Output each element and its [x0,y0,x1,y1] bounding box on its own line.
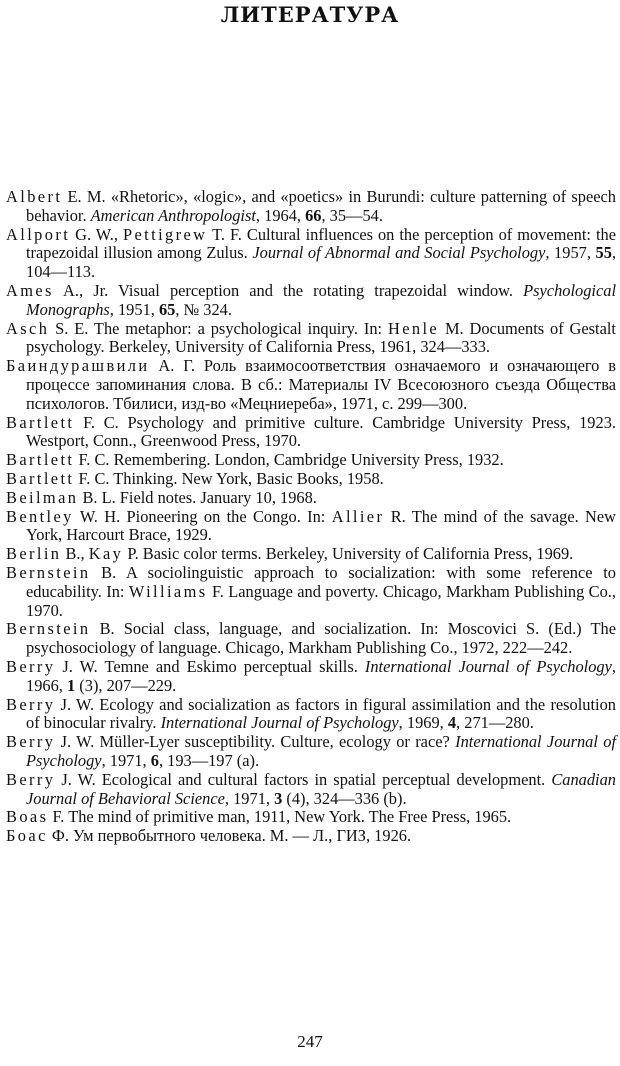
reference-text: , 1964, [255,205,306,225]
reference-text: F. Language and poverty. Chicago, Markham Publishing Co., 1970. [26,581,616,620]
reference-text: А. Г. Роль взаимосоответствия означаемого и означающего в процессе запоминания слова. В сб.: Материалы IV Всесоюзного съезда Общества психологов. Тбилиси, изд-во «Мецниереба», 1971, с. 299—300. [26,356,616,413]
volume-number: 66 [305,205,322,225]
reference-entry [6,188,616,226]
author-name: Bartlett [6,412,75,432]
author-name: Bernstein [6,619,91,639]
author-name: Boas [6,807,49,827]
reference-entry [6,658,616,696]
author-name: Berlin [6,544,62,564]
reference-list [6,188,616,846]
reference-text: J. W. Temne and Eskimo perceptual skills. [55,656,365,676]
author-name: Allier [331,506,385,526]
reference-entry [6,282,616,320]
author-name: Pettigrew [122,224,208,244]
author-name: Allport [6,224,71,244]
reference-text: B., [61,544,89,564]
volume-number: 1 [66,675,76,695]
reference-text: R. The mind of the savage. New York, Harcourt Brace, 1929. [26,506,616,545]
author-name: Ames [6,280,54,300]
journal-title: Canadian Journal of Behavioral Science [26,769,616,808]
volume-number: 6 [150,750,159,770]
reference-entry [6,564,616,620]
reference-text: , 1971, [224,788,275,808]
reference-text: E. M. «Rhetoric», «logic», and «poetics» in Burundi: culture patterning of speech behavior. [26,187,616,225]
reference-entry [6,808,616,827]
reference-entry [6,357,616,413]
reference-text: (3), 207—229. [75,675,177,695]
reference-entry [6,470,616,489]
author-name: Beilman [6,487,79,507]
reference-entry [6,827,616,846]
reference-text: B. L. Field notes. January 10, 1968. [78,487,317,507]
journal-title: International Journal of Psychology [160,713,399,733]
author-name: Баиндурашвили [6,356,150,376]
author-name: Bernstein [6,562,91,582]
reference-text: J. W. Ecology and socialization as factors in figural assimilation and the resolution of binocular rivalry. [26,694,616,733]
journal-title: American Anthropologist [90,205,256,225]
reference-text: B. A sociolinguistic approach to socialization: with some reference to educability. In: [26,562,616,601]
reference-text: , 1966, [26,656,616,695]
journal-title: International Journal of Psychology [364,656,612,676]
author-name: Bentley [6,506,74,526]
volume-number: 65 [158,299,176,319]
author-name: Williams [128,581,208,601]
reference-entry [6,545,616,564]
author-name: Henle [387,318,440,338]
reference-text: A., Jr. Visual perception and the rotating trapezoidal window. [53,280,524,300]
reference-text: W. H. Pioneering on the Congo. In: [73,506,332,526]
volume-number: 3 [274,788,283,808]
page-title: ЛИТЕРАТУРА [220,2,400,27]
reference-text: B. Social class, language, and socialization. In: Moscovici S. (Ed.) The psychosociology of language. Chicago, Markham Publishing Co., 1972, 222—242. [26,619,616,658]
reference-text: F. C. Psychology and primitive culture. Cambridge University Press, 1923. Westport, Conn., Greenwood Press, 1970. [26,412,616,451]
author-name: Bartlett [6,450,75,470]
reference-text: , 104—113. [26,243,617,282]
journal-title: International Journal of Psychology [26,732,617,770]
reference-entry [6,226,616,282]
reference-text: , 1957, [545,243,596,263]
reference-text: , 35—54. [321,205,383,225]
reference-entry [6,733,616,771]
reference-text: , 1969, [398,713,448,733]
reference-text: G. W., [70,224,123,244]
reference-entry [6,508,616,546]
reference-text: Ф. Ум первобытного человека. М. — Л., ГИЗ, 1926. [47,826,412,846]
reference-text: (4), 324—336 (b). [282,788,407,808]
reference-entry [6,414,616,452]
reference-text: J. W. Müller-Lyer susceptibility. Culture, ecology or race? [55,732,456,752]
reference-text: , 1951, [109,299,159,319]
journal-title: Psychological Monographs [26,280,616,319]
page-number: 247 [297,1032,323,1051]
reference-text: F. C. Thinking. New York, Basic Books, 1958. [74,468,384,488]
author-name: Asch [6,318,50,338]
reference-text: S. E. The metaphor: a psychological inquiry. In: [49,318,388,338]
reference-text: F. C. Remembering. London, Cambridge University Press, 1932. [74,450,504,470]
reference-text: T. F. Cultural influences on the perception of movement: the trapezoidal illusion among Zulus. [26,224,616,263]
reference-text: J. W. Ecological and cultural factors in spatial perceptual development. [55,769,552,789]
author-name: Berry [6,769,56,789]
author-name: Боас [6,826,48,846]
reference-text: M. Documents of Gestalt psychology. Berkeley, University of California Press, 1961, 324—333. [26,318,616,357]
author-name: Kay [88,544,124,564]
reference-entry [6,320,616,358]
author-name: Berry [6,694,56,714]
author-name: Albert [6,187,63,206]
reference-entry [6,489,616,508]
reference-entry [6,771,616,809]
author-name: Berry [6,732,56,752]
volume-number: 55 [595,243,612,263]
reference-text: P. Basic color terms. Berkeley, University of California Press, 1969. [123,544,574,564]
reference-text: , 1971, [101,750,151,770]
reference-entry [6,451,616,470]
reference-entry [6,620,616,658]
volume-number: 4 [447,713,457,733]
journal-title: Journal of Abnormal and Social Psychology [252,243,546,263]
reference-entry [6,696,616,734]
reference-text: , 271—280. [456,713,534,733]
reference-text: , № 324. [175,299,232,319]
author-name: Bartlett [6,468,75,488]
reference-text: F. The mind of primitive man, 1911, New York. The Free Press, 1965. [48,807,512,827]
author-name: Berry [6,656,56,676]
reference-text: , 193—197 (a). [158,750,260,770]
